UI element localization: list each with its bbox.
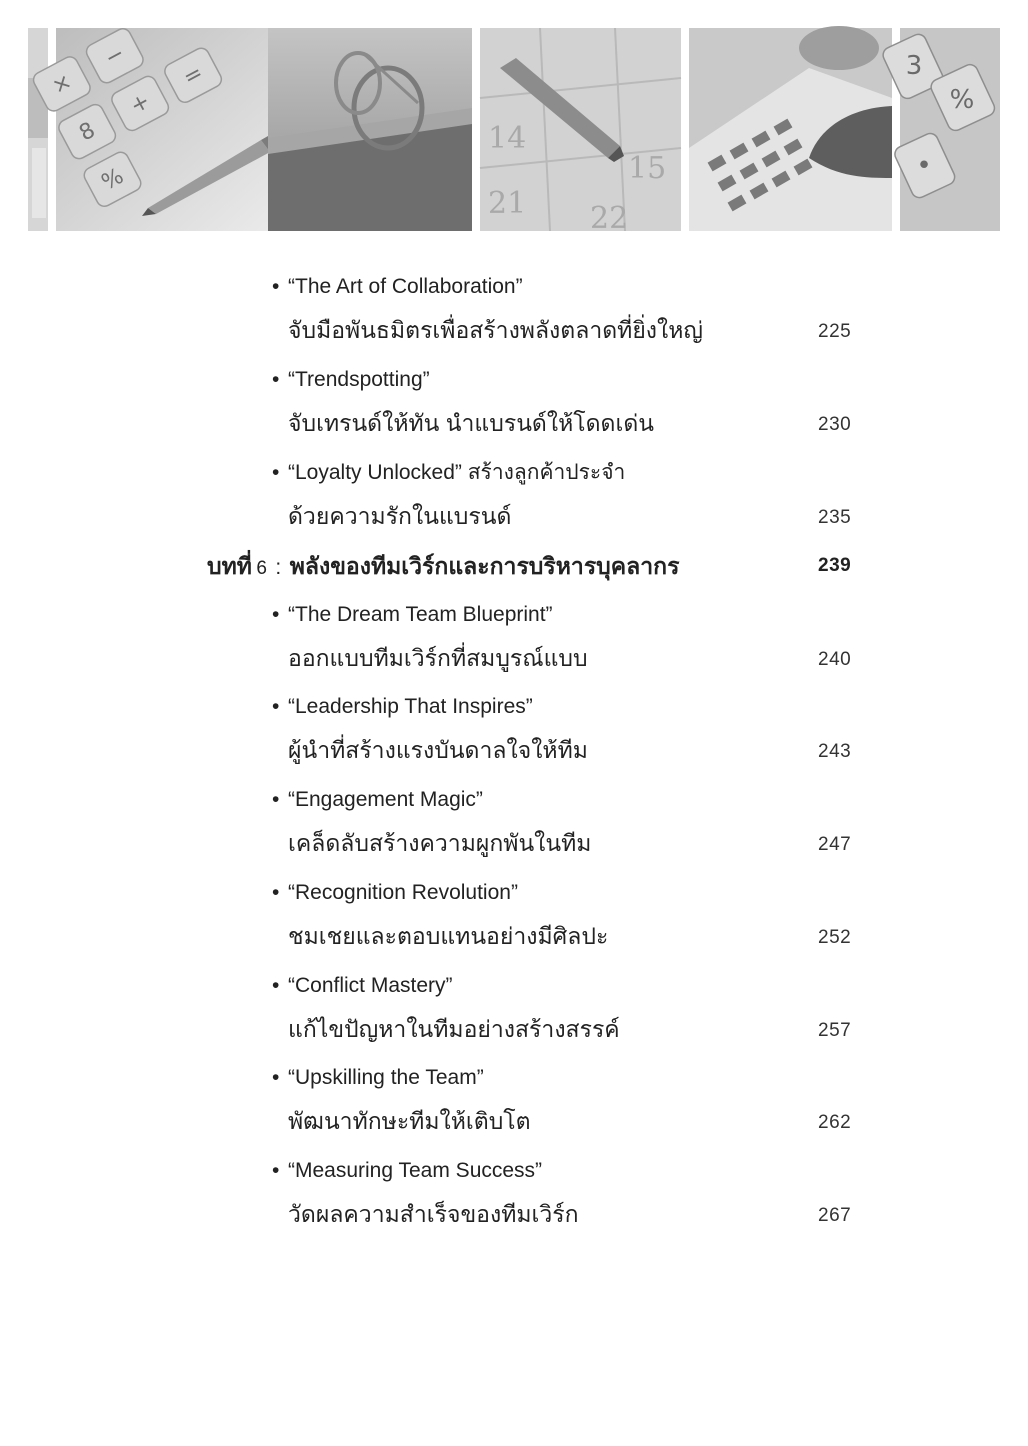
chapter-label: บทที่ [207, 553, 252, 579]
chapter-colon: : [275, 556, 282, 579]
bullet: • [272, 974, 280, 997]
calc-key-three: 3 [905, 51, 923, 81]
chapter-heading[interactable] [207, 548, 862, 584]
entry-title-th: จับมือพันธมิตรเพื่อสร้างพลังตลาดที่ยิ่งใหญ่ [288, 317, 704, 343]
toc-entry[interactable] [272, 1156, 862, 1230]
bullet: • [272, 695, 280, 718]
toc-entry[interactable] [272, 785, 862, 859]
calc-key-percent-large: % [949, 85, 975, 115]
calendar-day-15: 15 [628, 151, 667, 186]
calc-key-equals: = [179, 60, 208, 92]
calendar-day-22: 22 [590, 201, 629, 236]
entry-title-th: ออกแบบทีมเวิร์กที่สมบูรณ์แบบ [288, 645, 588, 671]
bullet: • [272, 881, 280, 904]
entry-title-en: “The Art of Collaboration” [288, 275, 523, 298]
page-number: 240 [818, 649, 852, 670]
entry-title-en: “Recognition Revolution” [288, 881, 518, 904]
photo-panel-pen-calendar [480, 28, 681, 236]
entry-title-th: ด้วยความรักในแบรนด์ [288, 503, 512, 529]
toc-entry[interactable] [272, 365, 862, 439]
toc-entry[interactable] [272, 692, 862, 766]
bullet: • [272, 275, 280, 298]
calc-key-minus: − [101, 40, 130, 72]
entry-title-en: “Conflict Mastery” [288, 974, 453, 997]
page-number: 235 [818, 507, 852, 528]
toc-entry[interactable] [272, 600, 862, 674]
photo-panel-calculator-pen [48, 28, 289, 231]
photo-panel-calculator-edge [28, 28, 48, 231]
chapter-title: พลังของทีมเวิร์กและการบริหารบุคลากร [289, 553, 680, 579]
entry-title-en: “Trendspotting” [288, 368, 430, 391]
calendar-day-21: 21 [488, 186, 527, 221]
entry-title-en: “Loyalty Unlocked” สร้างลูกค้าประจำ [288, 461, 626, 484]
page-number: 243 [818, 741, 852, 762]
entry-title-th: ผู้นำที่สร้างแรงบันดาลใจให้ทีม [288, 737, 588, 763]
entry-title-en: “Engagement Magic” [288, 788, 483, 811]
bullet: • [272, 788, 280, 811]
page-number: 267 [818, 1205, 852, 1226]
chapter-page-number: 239 [818, 555, 852, 576]
toc-entry[interactable] [272, 272, 862, 346]
photo-panel-glasses-book [268, 28, 472, 231]
page-number: 247 [818, 834, 852, 855]
toc-entry[interactable] [272, 458, 862, 532]
entry-title-en: “Measuring Team Success” [288, 1159, 543, 1182]
calc-key-percent: % [97, 163, 128, 196]
bullet: • [272, 368, 280, 391]
page-number: 230 [818, 414, 852, 435]
toc-entry[interactable] [272, 878, 862, 952]
bullet: • [272, 1066, 280, 1089]
calc-key-eight: 8 [75, 117, 100, 147]
entry-title-th: จับเทรนด์ให้ทัน นำแบรนด์ให้โดดเด่น [288, 410, 654, 436]
photo-panel-keyboard [689, 28, 892, 231]
chapter-number: 6 [256, 558, 267, 579]
entry-title-th: ชมเชยและตอบแทนอย่างมีศิลปะ [288, 923, 609, 949]
entry-title-th: พัฒนาทักษะทีมให้เติบโต [288, 1108, 531, 1134]
bullet: • [272, 1159, 280, 1182]
entry-title-en: “The Dream Team Blueprint” [288, 603, 553, 626]
toc-entry[interactable] [272, 971, 862, 1045]
entry-title-en: “Upskilling the Team” [288, 1066, 484, 1089]
entry-title-th: เคล็ดลับสร้างความผูกพันในทีม [288, 830, 592, 856]
calc-key-multiply: × [48, 69, 77, 100]
bullet: • [272, 461, 280, 484]
page-number: 252 [818, 927, 852, 948]
photo-panel-calculator-percent [900, 28, 1000, 231]
toc-entry[interactable] [272, 1063, 862, 1137]
calendar-day-14: 14 [488, 121, 527, 156]
calc-key-plus: + [126, 88, 155, 120]
entry-title-th: แก้ไขปัญหาในทีมอย่างสร้างสรรค์ [288, 1016, 620, 1042]
header-photo-strip [28, 28, 1000, 236]
calc-key-dot: • [916, 151, 932, 181]
page-number: 225 [818, 321, 852, 342]
bullet: • [272, 603, 280, 626]
entry-title-en: “Leadership That Inspires” [288, 695, 533, 718]
page-number: 262 [818, 1112, 852, 1133]
page-number: 257 [818, 1020, 852, 1041]
entry-title-th: วัดผลความสำเร็จของทีมเวิร์ก [288, 1201, 579, 1227]
